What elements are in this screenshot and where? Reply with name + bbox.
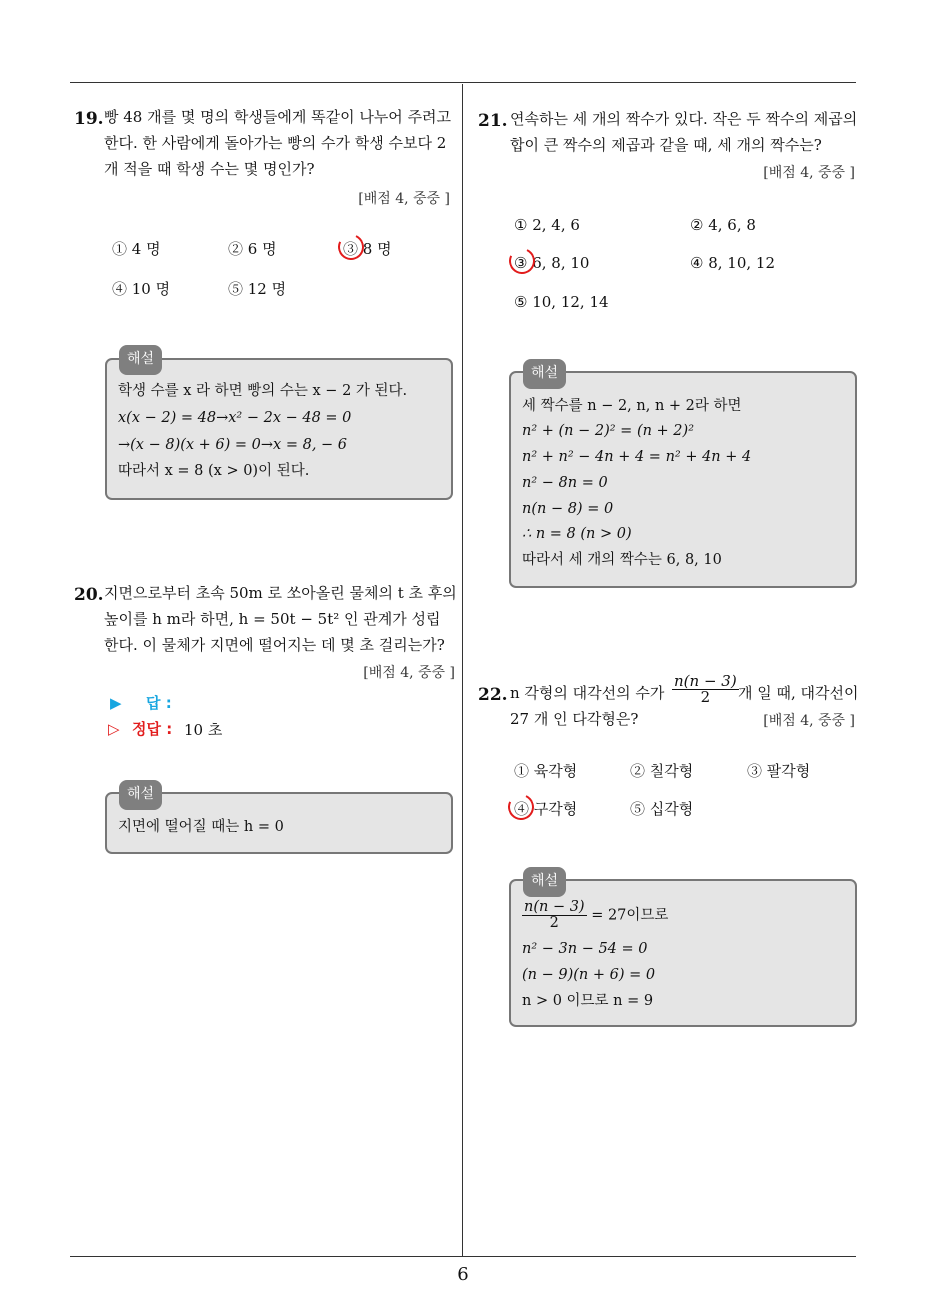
- solution-line: n² + (n − 2)² = (n + 2)²: [522, 423, 695, 439]
- solution-line: n² − 3n − 54 = 0: [522, 941, 648, 957]
- question-text-line: 개 적을 때 학생 수는 몇 명인가?: [104, 160, 315, 178]
- top-rule: [70, 82, 856, 83]
- option-3[interactable]: ③ 8 명: [343, 240, 392, 258]
- solution-tag: 해설: [523, 359, 566, 389]
- answer-label: 답 :: [146, 694, 172, 712]
- option-5[interactable]: ⑤ 10, 12, 14: [514, 293, 609, 311]
- question-text-line: n 각형의 대각선의 수가: [510, 684, 665, 702]
- solution-line: n² + n² − 4n + 4 = n² + 4n + 4: [522, 449, 752, 465]
- option-5[interactable]: ⑤ 십각형: [630, 800, 694, 818]
- score-label: [배점 4, 중중 ]: [763, 713, 855, 729]
- question-text-line: 높이를 h m라 하면, h = 50t − 5t² 인 관계가 성립: [104, 610, 441, 628]
- solution-line: 따라서 x = 8 (x > 0)이 된다.: [118, 463, 310, 479]
- key-value: 10 초: [184, 721, 223, 739]
- question-number: 19.: [74, 109, 104, 129]
- question-number: 20.: [74, 585, 104, 605]
- solution-line: ∴ n = 8 (n > 0): [522, 526, 632, 542]
- solution-line: n(n − 8) = 0: [522, 501, 614, 517]
- question-text-line: 합이 큰 짝수의 제곱과 같을 때, 세 개의 짝수는?: [510, 136, 822, 154]
- option-2[interactable]: ② 6 명: [228, 240, 277, 258]
- solution-fraction-line: [522, 900, 668, 931]
- solution-line: 학생 수를 x 라 하면 빵의 수는 x − 2 가 된다.: [118, 383, 408, 399]
- solution-tag: 해설: [523, 867, 566, 897]
- option-4[interactable]: ④ 10 명: [112, 280, 171, 298]
- option-1[interactable]: ① 육각형: [514, 762, 578, 780]
- solution-line: n² − 8n = 0: [522, 475, 608, 491]
- option-5[interactable]: ⑤ 12 명: [228, 280, 287, 298]
- option-3[interactable]: ③ 6, 8, 10: [514, 254, 590, 272]
- solution-line: 세 짝수를 n − 2, n, n + 2라 하면: [522, 398, 742, 414]
- fraction-body: [672, 674, 739, 705]
- option-2[interactable]: ② 4, 6, 8: [690, 216, 756, 234]
- page-number: 6: [457, 1264, 469, 1285]
- option-4[interactable]: ④ 8, 10, 12: [690, 254, 776, 272]
- score-label: [배점 4, 중중 ]: [363, 665, 455, 681]
- option-1[interactable]: ① 2, 4, 6: [514, 216, 580, 234]
- solution-line: →(x − 8)(x + 6) = 0→x = 8, − 6: [118, 437, 348, 453]
- key-label: 정답 :: [132, 720, 173, 738]
- solution-line: = 27이므로: [591, 907, 669, 924]
- option-4[interactable]: ④ 구각형: [514, 800, 578, 818]
- question-text-line: 한다. 한 사람에게 돌아가는 빵의 수가 학생 수보다 2: [104, 134, 447, 152]
- question-text-line: 연속하는 세 개의 짝수가 있다. 작은 두 짝수의 제곱의: [510, 110, 858, 128]
- solution-line: x(x − 2) = 48→x² − 2x − 48 = 0: [118, 410, 352, 426]
- question-number: 22.: [478, 685, 508, 705]
- question-number: 21.: [478, 111, 508, 131]
- score-label: [배점 4, 중중 ]: [358, 191, 450, 207]
- option-2[interactable]: ② 칠각형: [630, 762, 694, 780]
- score-label: [배점 4, 중중 ]: [763, 165, 855, 181]
- bottom-rule: [70, 1256, 856, 1257]
- column-divider: [462, 84, 463, 1256]
- answer-arrow-icon: ▶: [110, 694, 122, 712]
- fraction-denominator: 2: [549, 915, 559, 931]
- solution-tag: 해설: [119, 780, 162, 810]
- solution-line: (n − 9)(n + 6) = 0: [522, 967, 656, 983]
- key-arrow-icon: ▷: [108, 720, 120, 738]
- option-3[interactable]: ③ 팔각형: [747, 762, 811, 780]
- solution-tag: 해설: [119, 345, 162, 375]
- question-text-line: 지면으로부터 초속 50m 로 쏘아올린 물체의 t 초 후의: [104, 584, 457, 602]
- option-1[interactable]: ① 4 명: [112, 240, 161, 258]
- fraction-numerator: n(n − 3): [674, 672, 737, 690]
- question-text-line: 한다. 이 물체가 지면에 떨어지는 데 몇 초 걸리는가?: [104, 636, 445, 654]
- solution-line: 지면에 떨어질 때는 h = 0: [118, 819, 284, 835]
- fraction-body: [522, 900, 587, 931]
- solution-line: 따라서 세 개의 짝수는 6, 8, 10: [522, 552, 722, 568]
- question-text-line: 개 일 때, 대각선이: [738, 684, 859, 702]
- question-text-line: 27 개 인 다각형은?: [510, 710, 639, 728]
- fraction-denominator: 2: [700, 688, 711, 706]
- solution-line: n > 0 이므로 n = 9: [522, 993, 654, 1009]
- fraction-numerator: n(n − 3): [524, 899, 585, 915]
- question-text-line: 빵 48 개를 몇 명의 학생들에게 똑같이 나누어 주려고: [104, 108, 452, 126]
- fraction: [672, 674, 739, 705]
